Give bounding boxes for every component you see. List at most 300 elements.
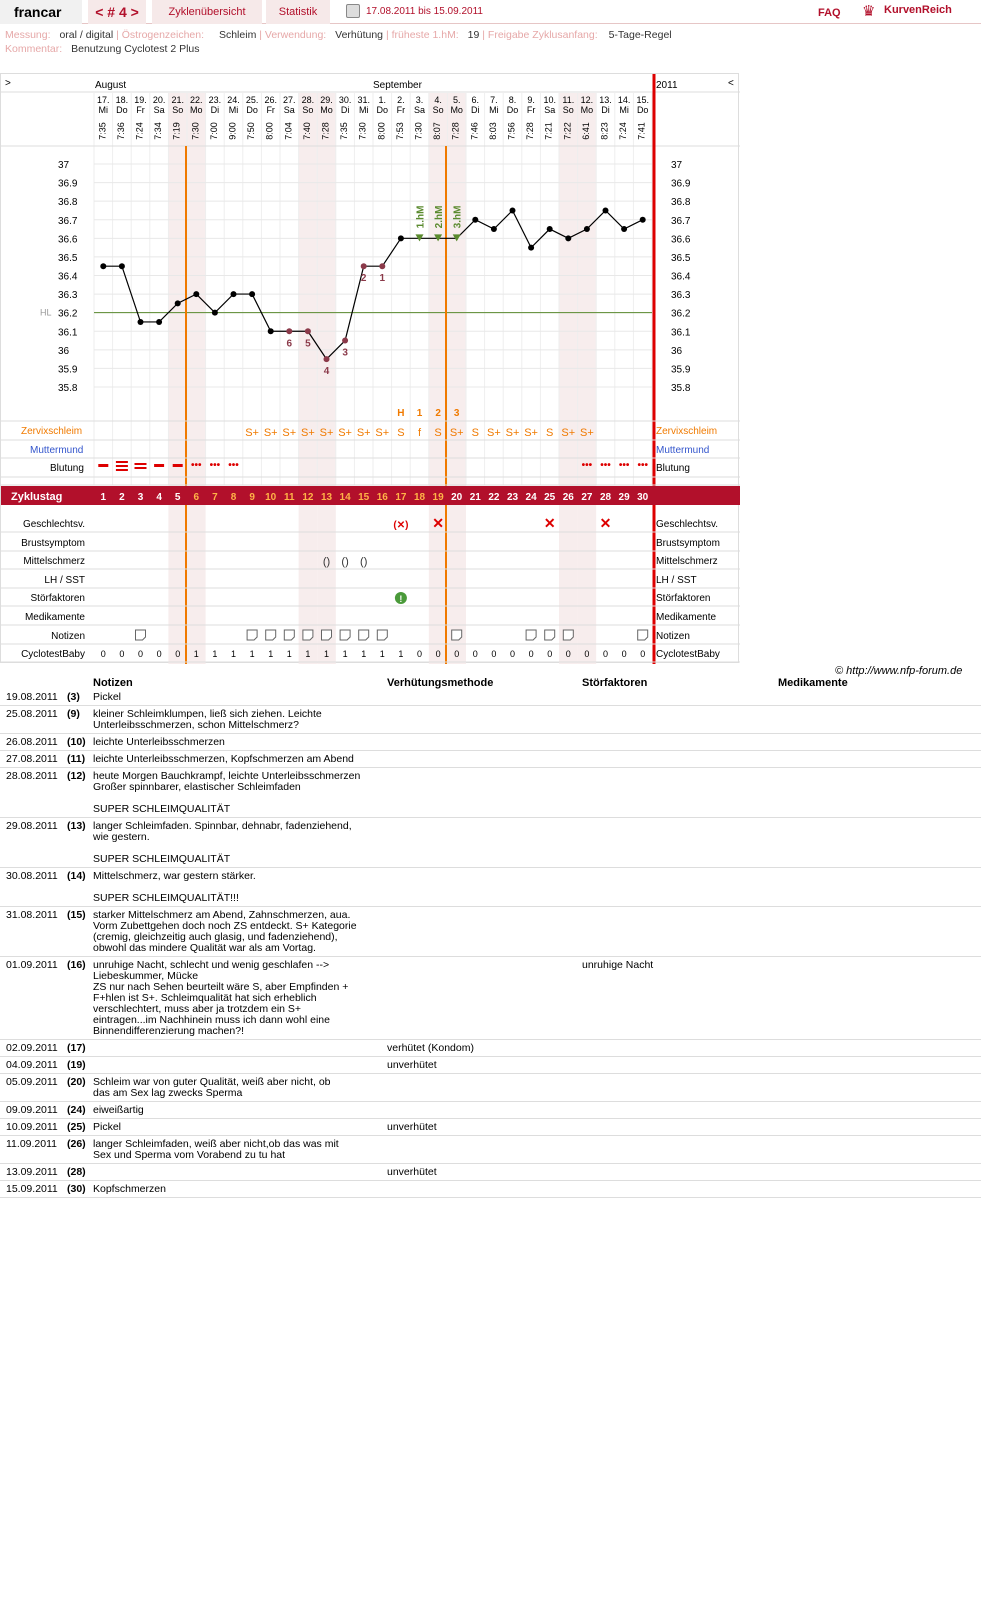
high-temp-label: 3.hM (452, 205, 464, 229)
note-icon (340, 630, 350, 640)
note-text: heute Morgen Bauchkrampf, leichte Unterleibsschmerzen Großer spinnbarer, elastischer Schleimfaden SUPER SCHLEIMQUALITÄT (93, 770, 361, 815)
brand-logo[interactable]: KurvenReich (884, 4, 952, 16)
note-icon (247, 630, 257, 640)
note-method: unverhütet (387, 1059, 437, 1071)
lower-row-label-right: CyclotestBaby (656, 649, 720, 660)
faq-link[interactable]: FAQ (818, 7, 841, 19)
cycleday-number: 6 (193, 492, 200, 503)
temperature-point (565, 235, 571, 241)
day-time: 8:00 (376, 122, 387, 140)
cycle-navigation[interactable]: < # 4 > (88, 0, 146, 24)
day-time: 8:23 (599, 122, 610, 140)
midpain-mark: () (360, 556, 368, 568)
note-text: langer Schleimfaden, weiß aber nicht,ob das was mit Sex und Sperma vom Vorabend zu tu hat (93, 1138, 339, 1161)
mucus-symbol: S+ (301, 427, 315, 439)
cyclotest-value: 0 (547, 649, 553, 659)
note-method: verhütet (Kondom) (387, 1042, 474, 1054)
note-cycleday: (17) (67, 1042, 86, 1054)
y-tick-right: 35.9 (671, 364, 691, 376)
cycleday-number: 13 (320, 492, 333, 503)
day-time: 7:28 (525, 122, 536, 140)
temperature-point (324, 356, 330, 362)
estrogen-value: Schleim (218, 29, 257, 41)
mucus-symbol: S+ (561, 427, 576, 439)
cycleday-number: 23 (506, 492, 519, 503)
month-label: August (95, 80, 127, 91)
day-time: 7:28 (320, 122, 331, 140)
notes-row (0, 819, 981, 868)
day-time: 7:28 (450, 122, 461, 140)
temperature-point (491, 226, 497, 232)
day-date: 2. (397, 95, 405, 105)
lower-row-label-right: Brustsymptom (656, 538, 720, 549)
low-temp-label: 6 (286, 338, 293, 350)
note-icon (284, 630, 294, 640)
usage-label: Verwendung: (264, 29, 327, 41)
estrogen-label: Östrogenzeichen: (121, 29, 205, 41)
mucus-symbol: S+ (580, 427, 594, 439)
usage-value: Verhütung (335, 29, 384, 41)
y-tick-right: 36.7 (671, 215, 691, 227)
lower-row-label: Brustsymptom (21, 538, 85, 549)
day-time: 8:03 (487, 122, 498, 140)
day-weekday: Fr (136, 105, 145, 115)
mucus-symbol: S+ (282, 427, 297, 439)
temperature-point (268, 328, 274, 334)
day-date: 15. (636, 95, 649, 105)
cycleday-number: 2 (119, 492, 125, 503)
temperature-point (472, 217, 478, 223)
cyclotest-value: 0 (416, 649, 423, 659)
day-time: 7:30 (357, 122, 368, 140)
note-date: 26.08.2011 (6, 736, 58, 748)
note-cycleday: (28) (67, 1166, 86, 1178)
cycleday-number: 1 (100, 492, 107, 503)
day-date: 24. (227, 95, 240, 105)
cycleday-number: 29 (618, 492, 630, 503)
y-tick-left: 36.4 (58, 271, 78, 283)
day-time: 7:24 (134, 122, 145, 140)
day-time: 7:36 (115, 122, 126, 140)
day-date: 29. (320, 95, 333, 105)
bleeding-mark: ••• (618, 460, 630, 471)
notes-row (0, 1075, 981, 1102)
day-time: 7:35 (97, 122, 108, 140)
day-weekday: Do (376, 105, 389, 115)
cycleday-number: 14 (339, 492, 351, 503)
weekend-shade (317, 93, 336, 664)
day-date: 31. (357, 95, 370, 105)
day-time: 8:07 (432, 122, 443, 140)
day-weekday: Mo (580, 105, 594, 115)
temperature-point (100, 263, 106, 269)
day-weekday: Di (210, 105, 220, 115)
cyclotest-value: 0 (100, 649, 106, 659)
release-label: Freigabe Zyklusanfang: (487, 29, 598, 41)
weekend-shade (299, 93, 318, 664)
bleeding-mark: ••• (581, 460, 593, 471)
chart-svg (1, 74, 740, 664)
day-time: 7:34 (153, 122, 164, 140)
y-tick-left: 36.8 (58, 197, 78, 209)
day-weekday: Sa (283, 105, 295, 115)
intercourse-mark: ✕ (543, 515, 556, 531)
lower-row-label: Geschlechtsv. (22, 519, 85, 530)
day-weekday: Do (506, 105, 519, 115)
day-weekday: Do (636, 105, 649, 115)
day-date: 4. (434, 95, 442, 105)
bleeding-mark (154, 464, 164, 467)
notes-row (0, 1182, 981, 1198)
note-icon (545, 630, 555, 640)
copyright: © http://www.nfp-forum.de (835, 665, 963, 677)
temperature-point (528, 245, 534, 251)
day-weekday: Mi (228, 105, 239, 115)
lower-row-label: Störfaktoren (30, 593, 85, 604)
note-cycleday: (3) (67, 691, 80, 703)
measure-value: oral / digital (59, 29, 114, 41)
day-time: 7:40 (301, 122, 312, 140)
note-date: 25.08.2011 (6, 708, 58, 720)
temperature-point (286, 328, 292, 334)
day-weekday: Fr (396, 105, 406, 115)
note-icon (452, 630, 462, 640)
day-date: 26. (264, 95, 277, 105)
top-bar (0, 0, 981, 24)
cycleday-number: 28 (599, 492, 612, 503)
peak-label: 2 (435, 408, 441, 419)
note-cycleday: (25) (67, 1121, 86, 1133)
bleeding-label-right: Blutung (656, 463, 690, 474)
cyclotest-value: 0 (621, 649, 627, 659)
day-weekday: So (302, 105, 314, 115)
tab-cycle-overview[interactable]: Zyklenübersicht (152, 0, 262, 24)
username: francar (0, 0, 82, 24)
day-weekday: Fr (526, 105, 536, 115)
cycleday-number: 30 (637, 492, 649, 503)
temperature-point (621, 226, 627, 232)
notes-row (0, 769, 981, 818)
mucus-symbol: S+ (487, 427, 501, 439)
day-time: 7:24 (618, 122, 629, 140)
mucus-symbol: S+ (449, 427, 464, 439)
notes-row (0, 1058, 981, 1074)
coverline-label: HL (40, 307, 52, 318)
day-time: 7:50 (246, 122, 257, 140)
weekend-shade (429, 93, 448, 664)
notes-row (0, 735, 981, 751)
cycleday-number: 27 (581, 492, 593, 503)
note-cycleday: (9) (67, 708, 80, 720)
bleeding-mark: ••• (228, 460, 239, 471)
y-tick-left: 36.3 (58, 290, 78, 302)
notes-row (0, 908, 981, 957)
day-weekday: Do (246, 105, 258, 115)
temperature-point (640, 217, 646, 223)
notes-header-notes: Notizen (93, 677, 133, 689)
cyclotest-value: 1 (379, 649, 385, 659)
midpain-mark: () (322, 556, 331, 568)
cycleday-number: 5 (174, 492, 181, 503)
note-cycleday: (14) (67, 870, 86, 882)
note-icon (303, 630, 313, 640)
day-weekday: Sa (544, 105, 556, 115)
cycleday-number: 19 (432, 492, 444, 503)
temperature-point (156, 319, 162, 325)
high-temp-label: 2.hM (434, 205, 446, 229)
day-date: 17. (97, 95, 110, 105)
bleeding-mark (173, 464, 183, 467)
notes-row (0, 690, 981, 706)
cycleday-number: 16 (376, 492, 388, 503)
temperature-point (510, 207, 516, 213)
notes-row (0, 1103, 981, 1119)
y-tick-right: 37 (671, 160, 683, 171)
temperature-point (584, 226, 590, 232)
cyclotest-value: 0 (528, 649, 534, 659)
day-time: 7:41 (636, 122, 647, 140)
y-tick-right: 36.8 (671, 197, 691, 209)
day-date: 20. (152, 95, 166, 105)
cycleday-label: Zyklustag (11, 491, 63, 503)
mucus-label: Zervixschleim (21, 426, 83, 437)
note-icon (638, 630, 648, 640)
note-method: unverhütet (387, 1121, 437, 1133)
note-date: 19.08.2011 (6, 691, 58, 703)
day-time: 7:46 (469, 122, 480, 140)
notes-row (0, 1041, 981, 1057)
notes-header-disturb: Störfaktoren (582, 677, 648, 689)
cycleday-number: 18 (413, 492, 426, 503)
note-date: 04.09.2011 (6, 1059, 58, 1071)
cycleday-number: 7 (212, 492, 218, 503)
note-cycleday: (12) (67, 770, 86, 782)
notes-row (0, 869, 981, 907)
note-date: 27.08.2011 (6, 753, 58, 765)
cervix-label: Muttermund (30, 445, 84, 456)
release-value: 5-Tage-Regel (608, 29, 672, 41)
note-text: Pickel (93, 691, 122, 703)
day-weekday: Mi (619, 105, 629, 115)
mucus-symbol: S (471, 427, 479, 439)
cycleday-number: 11 (284, 492, 295, 503)
mucus-symbol: S+ (505, 427, 520, 439)
note-cycleday: (19) (67, 1059, 86, 1071)
cyclotest-value: 0 (584, 649, 590, 659)
cycleday-number: 25 (544, 492, 556, 503)
mucus-symbol: S+ (245, 427, 259, 439)
midpain-mark: () (341, 556, 349, 568)
day-date: 10. (543, 95, 556, 105)
day-date: 27. (283, 95, 296, 105)
y-tick-left: 37 (58, 160, 70, 171)
note-date: 05.09.2011 (6, 1076, 58, 1088)
y-tick-right: 36.3 (671, 290, 691, 302)
earliest-label: früheste 1.hM: (391, 29, 459, 41)
weekend-shade (578, 93, 597, 664)
lower-row-label: Medikamente (24, 612, 85, 623)
note-cycleday: (16) (67, 959, 86, 971)
day-time: 7:35 (339, 122, 350, 140)
cycleday-number: 17 (395, 492, 407, 503)
cyclotest-value: 0 (435, 649, 441, 659)
temperature-point (193, 291, 199, 297)
y-tick-left: 36.2 (58, 308, 78, 320)
notes-row (0, 1137, 981, 1164)
temperature-point (175, 300, 181, 306)
note-cycleday: (20) (67, 1076, 86, 1088)
tab-statistics[interactable]: Statistik (266, 0, 330, 24)
notes-row (0, 1165, 981, 1181)
bleeding-mark (98, 464, 108, 467)
temperature-point (249, 291, 255, 297)
nav-left: > (5, 78, 11, 89)
lower-row-label-right: Notizen (656, 631, 690, 642)
low-temp-label: 3 (342, 347, 348, 359)
printer-icon[interactable] (346, 4, 360, 18)
note-icon (136, 630, 146, 640)
cyclotest-value: 0 (454, 649, 460, 659)
y-tick-right: 36.2 (671, 308, 691, 320)
note-disturbance: unruhige Nacht (582, 959, 654, 971)
cycleday-number: 9 (249, 492, 255, 503)
day-time: 7:22 (562, 122, 573, 140)
lower-row-label-right: Mittelschmerz (656, 556, 718, 567)
note-icon (526, 630, 536, 640)
peak-label: 3 (453, 408, 460, 419)
y-tick-left: 35.8 (58, 383, 78, 394)
y-tick-right: 35.8 (671, 383, 691, 394)
temperature-point (547, 226, 553, 232)
day-weekday: Di (601, 105, 610, 115)
cycleday-number: 12 (302, 492, 314, 503)
cycleday-number: 22 (488, 492, 500, 503)
day-weekday: Do (116, 105, 128, 115)
cyclotest-value: 0 (156, 649, 162, 659)
cyclotest-value: 0 (119, 649, 125, 659)
cyclotest-value: 1 (361, 649, 367, 659)
note-text: Pickel (93, 1121, 122, 1133)
bleeding-mark: ••• (637, 460, 648, 471)
note-text: leichte Unterleibsschmerzen, Kopfschmerzen am Abend (93, 753, 354, 765)
intercourse-mark: (✕) (393, 520, 409, 531)
cyclotest-value: 0 (509, 649, 516, 659)
day-date: 18. (115, 95, 129, 105)
day-time: 9:00 (227, 122, 238, 140)
mucus-symbol: f (417, 427, 422, 439)
peak-label: 1 (416, 408, 423, 419)
temperature-point (603, 207, 609, 213)
lower-row-label: Notizen (51, 631, 85, 642)
day-weekday: Mi (98, 105, 109, 115)
day-weekday: Mo (450, 105, 463, 115)
cyclotest-value: 0 (640, 649, 646, 659)
note-cycleday: (26) (67, 1138, 86, 1150)
note-date: 15.09.2011 (6, 1183, 58, 1195)
note-text: langer Schleimfaden. Spinnbar, dehnabr, fadenziehend, wie gestern. SUPER SCHLEIMQUALITÄT (93, 820, 352, 865)
crown-icon: ♛ (862, 3, 876, 20)
peak-label: H (397, 408, 405, 419)
y-tick-right: 36.4 (671, 271, 691, 283)
day-date: 1. (378, 95, 387, 105)
cyclotest-value: 1 (323, 649, 330, 659)
day-time: 7:30 (190, 122, 201, 140)
cycleday-number: 8 (230, 492, 237, 503)
day-weekday: So (432, 105, 444, 115)
note-date: 30.08.2011 (6, 870, 58, 882)
note-text: eiweißartig (93, 1104, 144, 1116)
day-weekday: Di (340, 105, 350, 115)
low-temp-label: 2 (360, 273, 367, 285)
note-cycleday: (11) (67, 753, 86, 765)
y-tick-left: 36.7 (58, 215, 78, 227)
temperature-point (379, 263, 385, 269)
bleeding-mark (116, 462, 128, 470)
comment-label: Kommentar: (5, 43, 63, 55)
cycleday-number: 4 (156, 492, 162, 503)
disturbance-icon-glyph: ! (399, 594, 403, 604)
day-weekday: Sa (153, 105, 165, 115)
y-tick-left: 36.9 (58, 178, 78, 190)
day-time: 7:00 (208, 122, 219, 140)
day-date: 22. (190, 95, 203, 105)
day-time: 6:41 (580, 122, 591, 140)
y-tick-right: 36.6 (671, 234, 691, 246)
cycleday-number: 3 (137, 492, 144, 503)
mucus-symbol: S+ (319, 427, 334, 439)
day-date: 6. (471, 95, 480, 105)
cyclotest-value: 1 (212, 649, 218, 659)
day-date: 5. (452, 95, 461, 105)
meta-line-1: Messung: oral / digital | Östrogenzeichen: Schleim | Verwendung: Verhütung | früheste 1.hM: 19 | Freigabe Zyklusanfang: 5-Tage-Regel (5, 29, 672, 41)
weekend-shade (187, 93, 206, 664)
day-date: 9. (527, 95, 535, 105)
notes-header-method: Verhütungsmethode (387, 677, 494, 689)
cycleday-number: 21 (469, 492, 481, 503)
cycleday-number: 15 (358, 492, 370, 503)
day-weekday: Sa (413, 105, 426, 115)
cyclotest-value: 1 (268, 649, 274, 659)
day-time: 8:00 (264, 122, 275, 140)
nav-right: < (728, 78, 734, 89)
notes-header-meds: Medikamente (778, 677, 848, 689)
cyclotest-value: 1 (398, 649, 404, 659)
note-date: 10.09.2011 (6, 1121, 58, 1133)
temperature-point (119, 263, 125, 269)
day-date: 12. (580, 95, 594, 105)
day-date: 14. (617, 95, 631, 105)
weekend-shade (559, 93, 578, 664)
y-tick-left: 36.6 (58, 234, 78, 246)
note-icon (377, 630, 387, 640)
mucus-symbol: S (397, 427, 405, 439)
bleeding-mark: ••• (191, 460, 202, 471)
month-label: September (373, 80, 422, 91)
weekend-shade (447, 93, 466, 664)
mucus-symbol: S+ (338, 427, 352, 439)
cyclotest-value: 1 (305, 649, 311, 659)
comment-value: Benutzung Cyclotest 2 Plus (71, 43, 200, 55)
day-time: 7:56 (506, 122, 517, 140)
note-icon (266, 630, 276, 640)
year-label: 2011 (656, 80, 678, 91)
bleeding-label: Blutung (50, 463, 84, 474)
day-date: 8. (508, 95, 517, 105)
note-cycleday: (15) (67, 909, 86, 921)
day-date: 13. (599, 95, 612, 105)
note-date: 13.09.2011 (6, 1166, 58, 1178)
note-text: Mittelschmerz, war gestern stärker. SUPER SCHLEIMQUALITÄT!!! (93, 870, 256, 904)
